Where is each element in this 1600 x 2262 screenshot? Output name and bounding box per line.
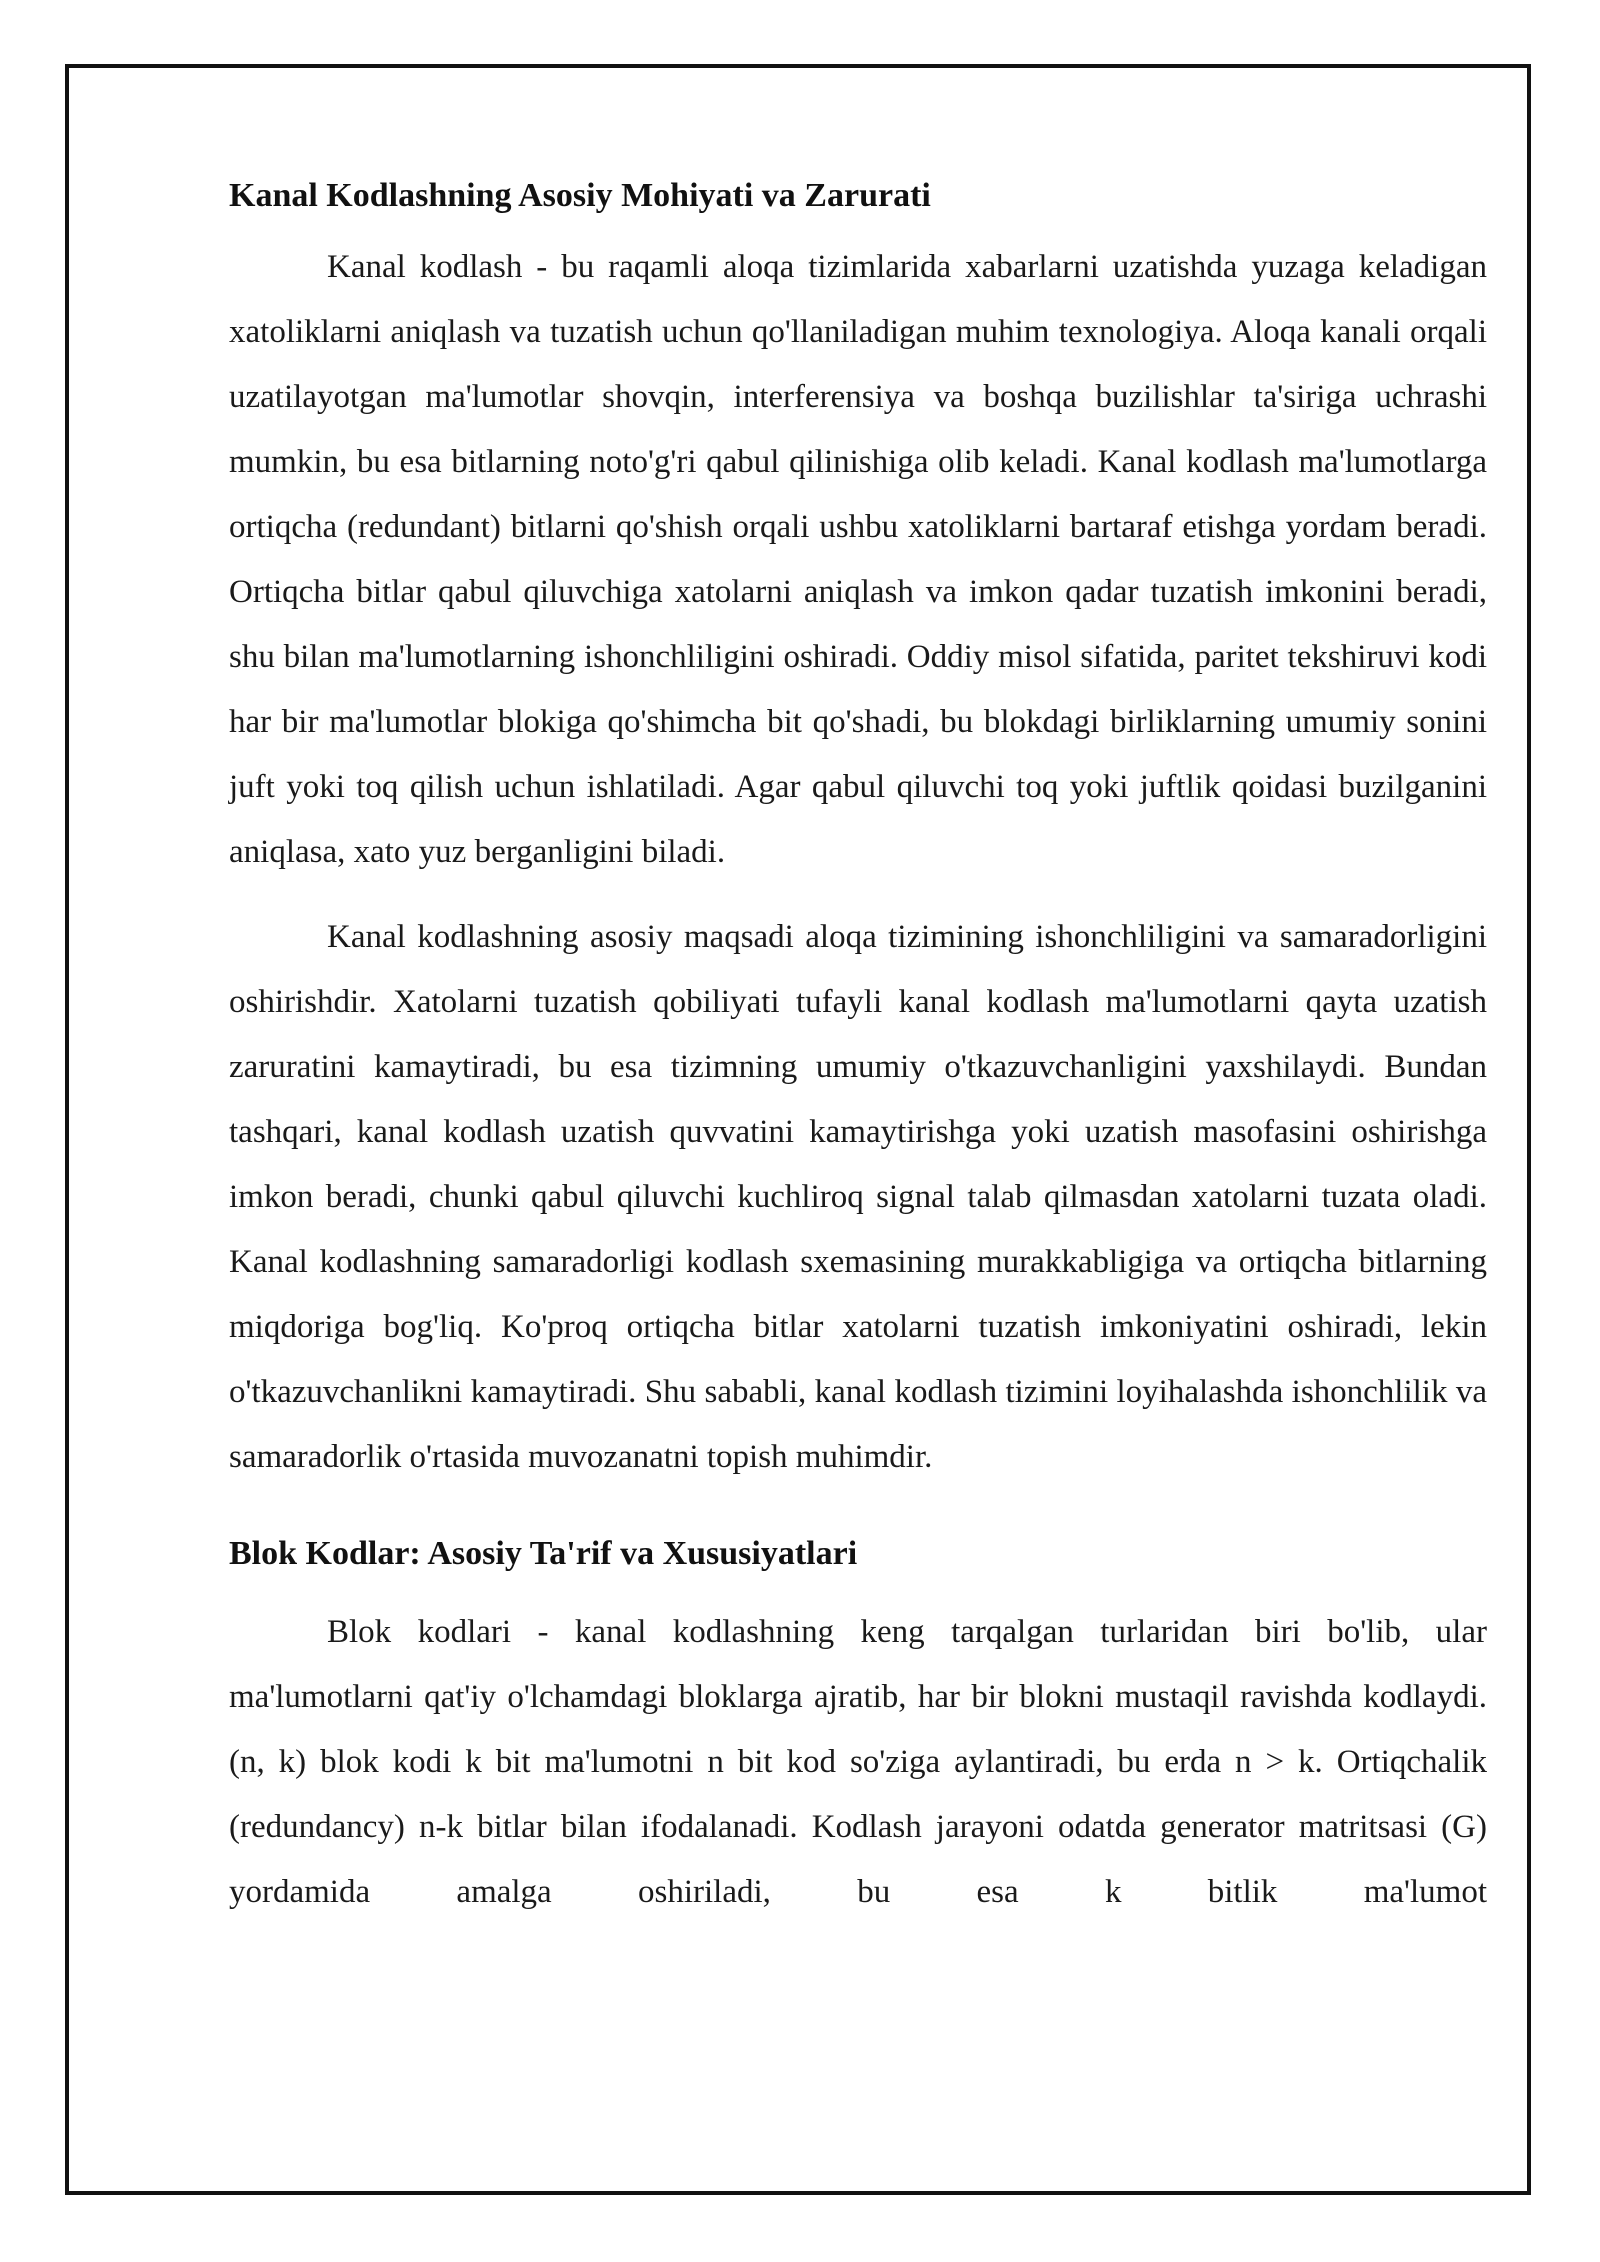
paragraph-channel-coding-purpose: Kanal kodlashning asosiy maqsadi aloqa tizimining ishonchliligini va samaradorligini oshirishdir. Xatolarni tuzatish qobiliyati tufayli kanal kodlash ma'lumotlarni qayta uzatish zaruratini kamaytiradi, bu esa tizimning umumiy o'tkazuvchanligini yaxshilaydi. Bundan tashqari, kanal kodlash uzatish quvvatini kamaytirishga yoki uzatish masofasini oshirishga imkon beradi, chunki qabul qiluvchi kuchliroq signal talab qilmasdan xatolarni tuzata oladi. Kanal kodlashning samaradorligi kodlash sxemasining murakkabligiga va ortiqcha bitlarning miqdoriga bog'liq. Ko'proq ortiqcha bitlar xatolarni tuzatish imkoniyatini oshiradi, lekin o'tkazuvchanlikni kamaytiradi. Shu sababli, kanal kodlash tizimini loyihalashda ishonchlilik va samaradorlik o'rtasida muvozanatni topish muhimdir. <box>229 919 1487 1475</box>
document-body <box>229 172 1487 1910</box>
paragraph-block-codes-intro: Blok kodlari - kanal kodlashning keng tarqalgan turlaridan biri bo'lib, ular ma'lumotlarni qat'iy o'lchamdagi bloklarga ajratib, har bir blokni mustaqil ravishda kodlaydi. (n, k) blok kodi k bit ma'lumotni n bit kod so'ziga aylantiradi, bu erda n > k. Ortiqchalik (redundancy) n-k bitlar bilan ifodalanadi. Kodlash jarayoni odatda generator matritsasi (G) yordamida amalga oshiriladi, bu esa k bitlik ma'lumot <box>229 1614 1487 1910</box>
paragraph-channel-coding-intro: Kanal kodlash - bu raqamli aloqa tizimlarida xabarlarni uzatishda yuzaga keladigan xatoliklarni aniqlash va tuzatish uchun qo'llaniladigan muhim texnologiya. Aloqa kanali orqali uzatilayotgan ma'lumotlar shovqin, interferensiya va boshqa buzilishlar ta'siriga uchrashi mumkin, bu esa bitlarning noto'g'ri qabul qilinishiga olib keladi. Kanal kodlash ma'lumotlarga ortiqcha (redundant) bitlarni qo'shish orqali ushbu xatoliklarni bartaraf etishga yordam beradi. Ortiqcha bitlar qabul qiluvchiga xatolarni aniqlash va imkon qadar tuzatish imkonini beradi, shu bilan ma'lumotlarning ishonchliligini oshiradi. Oddiy misol sifatida, paritet tekshiruvi kodi har bir ma'lumotlar blokiga qo'shimcha bit qo'shadi, bu blokdagi birliklarning umumiy sonini juft yoki toq qilish uchun ishlatiladi. Agar qabul qiluvchi toq yoki juftlik qoidasi buzilganini aniqlasa, xato yuz berganligini biladi. <box>229 249 1487 870</box>
section-heading-channel-coding: Kanal Kodlashning Asosiy Mohiyati va Zarurati <box>229 177 931 214</box>
section-heading-block-codes: Blok Kodlar: Asosiy Ta'rif va Xususiyatlari <box>229 1535 858 1572</box>
